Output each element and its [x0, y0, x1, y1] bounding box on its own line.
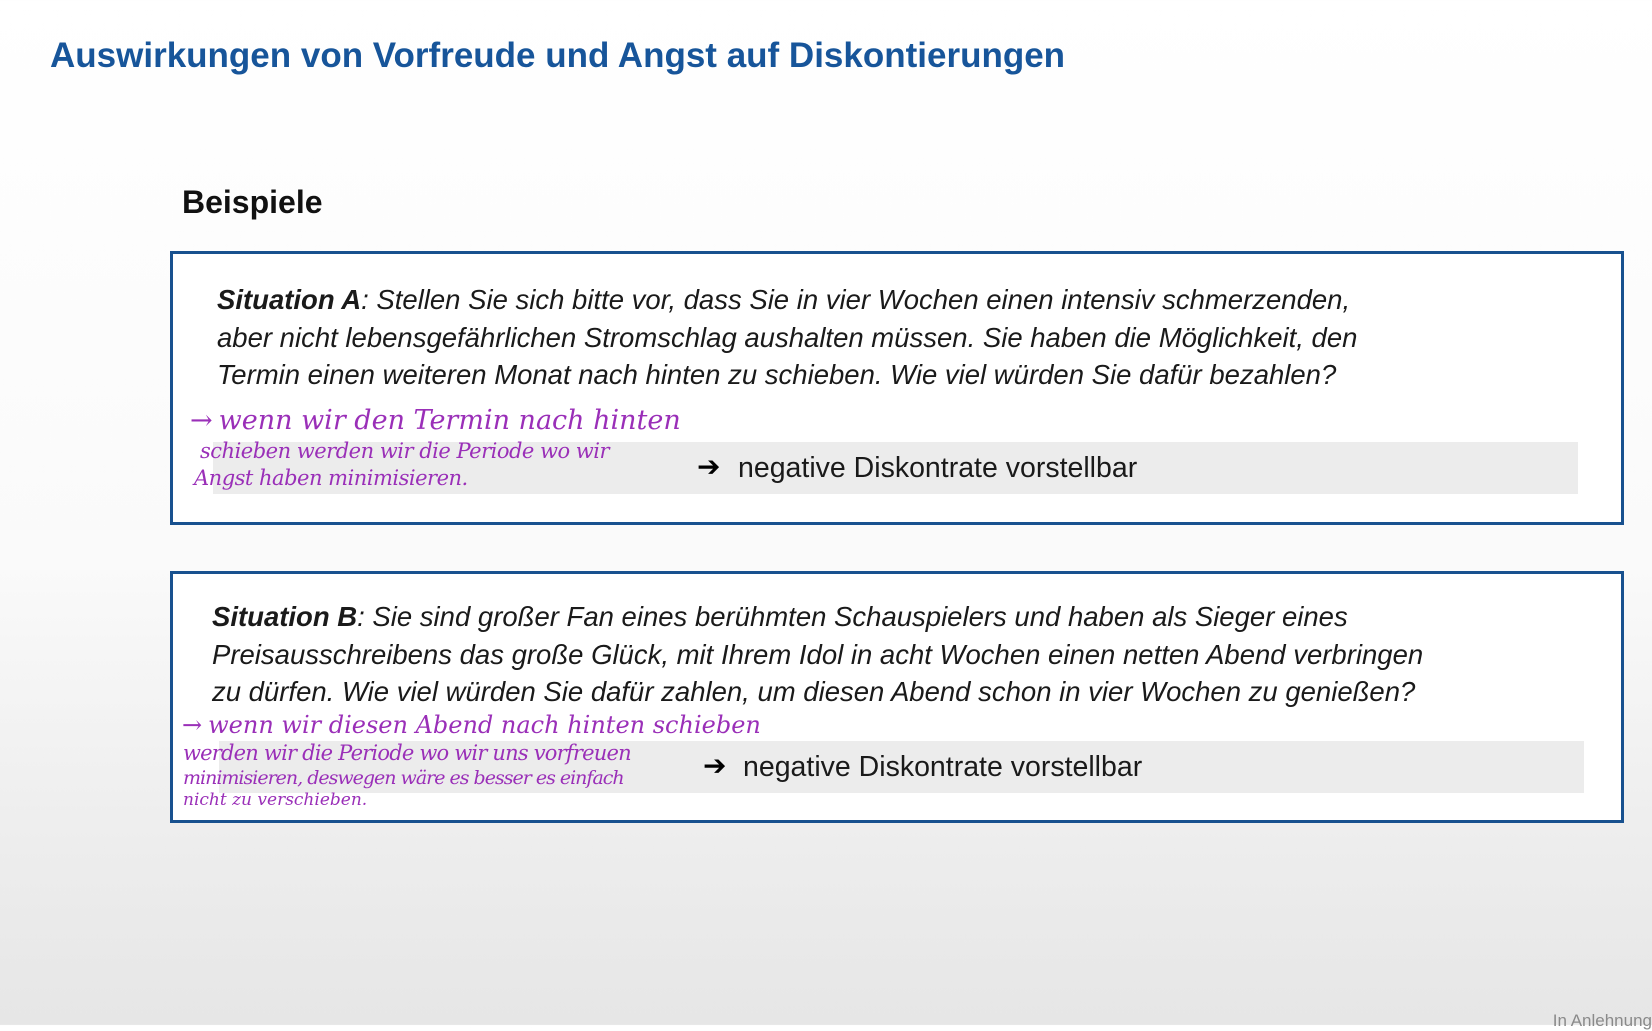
- handwritten-note-line: [190, 405, 681, 436]
- situation-a-text-line-1: : Stellen Sie sich bitte vor, dass Sie in vier Wochen einen intensiv schmerzenden,: [361, 284, 1351, 315]
- handwritten-note-line: schieben werden wir die Periode wo wir: [200, 439, 610, 463]
- slide-title: Auswirkungen von Vorfreude und Angst auf Diskontierungen: [50, 36, 1066, 75]
- section-heading: Beispiele: [182, 184, 323, 220]
- situation-b-text-line-1: : Sie sind großer Fan eines berühmten Schauspielers und haben als Sieger eines: [357, 601, 1348, 632]
- handwritten-arrow-icon: →: [190, 405, 213, 436]
- situation-b-text-line-3: zu dürfen. Wie viel würden Sie dafür zahlen, um diesen Abend schon in vier Wochen zu genießen?: [212, 676, 1416, 707]
- situation-a-conclusion-arrow-icon: ➔: [697, 450, 721, 483]
- handwritten-note-text: wenn wir diesen Abend nach hinten schieben: [208, 711, 761, 739]
- situation-a-text-line-3: Termin einen weiteren Monat nach hinten zu schieben. Wie viel würden Sie dafür bezahlen?: [217, 359, 1337, 390]
- situation-b-conclusion: negative Diskontrate vorstellbar: [743, 751, 1143, 783]
- handwritten-note-line: [182, 711, 761, 739]
- situation-a-handwritten-note: [188, 405, 681, 490]
- handwritten-note-line: minimisieren, deswegen wäre es besser es einfach: [183, 767, 624, 789]
- situation-a-label: Situation A: [217, 284, 362, 315]
- handwritten-note-line: Angst haben minimisieren.: [194, 466, 468, 490]
- situation-a-text: [217, 281, 1557, 394]
- handwritten-arrow-icon: →: [182, 711, 203, 739]
- situation-b-conclusion-arrow-icon: ➔: [703, 749, 727, 782]
- situation-a-text-line-2: aber nicht lebensgefährlichen Stromschlag aushalten müssen. Sie haben die Möglichkeit, den: [217, 321, 1358, 353]
- situation-a-conclusion: negative Diskontrate vorstellbar: [738, 452, 1138, 484]
- handwritten-note-line: werden wir die Periode wo wir uns vorfreuen: [183, 741, 631, 765]
- situation-b-text-line-2: Preisausschreibens das große Glück, mit Ihrem Idol in acht Wochen einen netten Abend verbringen: [212, 638, 1424, 670]
- situation-b-handwritten-note: [180, 711, 761, 810]
- handwritten-note-line: nicht zu verschieben.: [183, 790, 368, 810]
- handwritten-note-text: wenn wir den Termin nach hinten: [218, 405, 681, 436]
- situation-b-label: Situation B: [212, 601, 358, 632]
- footer-source-note: In Anlehnung: [1552, 1011, 1652, 1030]
- situation-b-text: [212, 598, 1612, 711]
